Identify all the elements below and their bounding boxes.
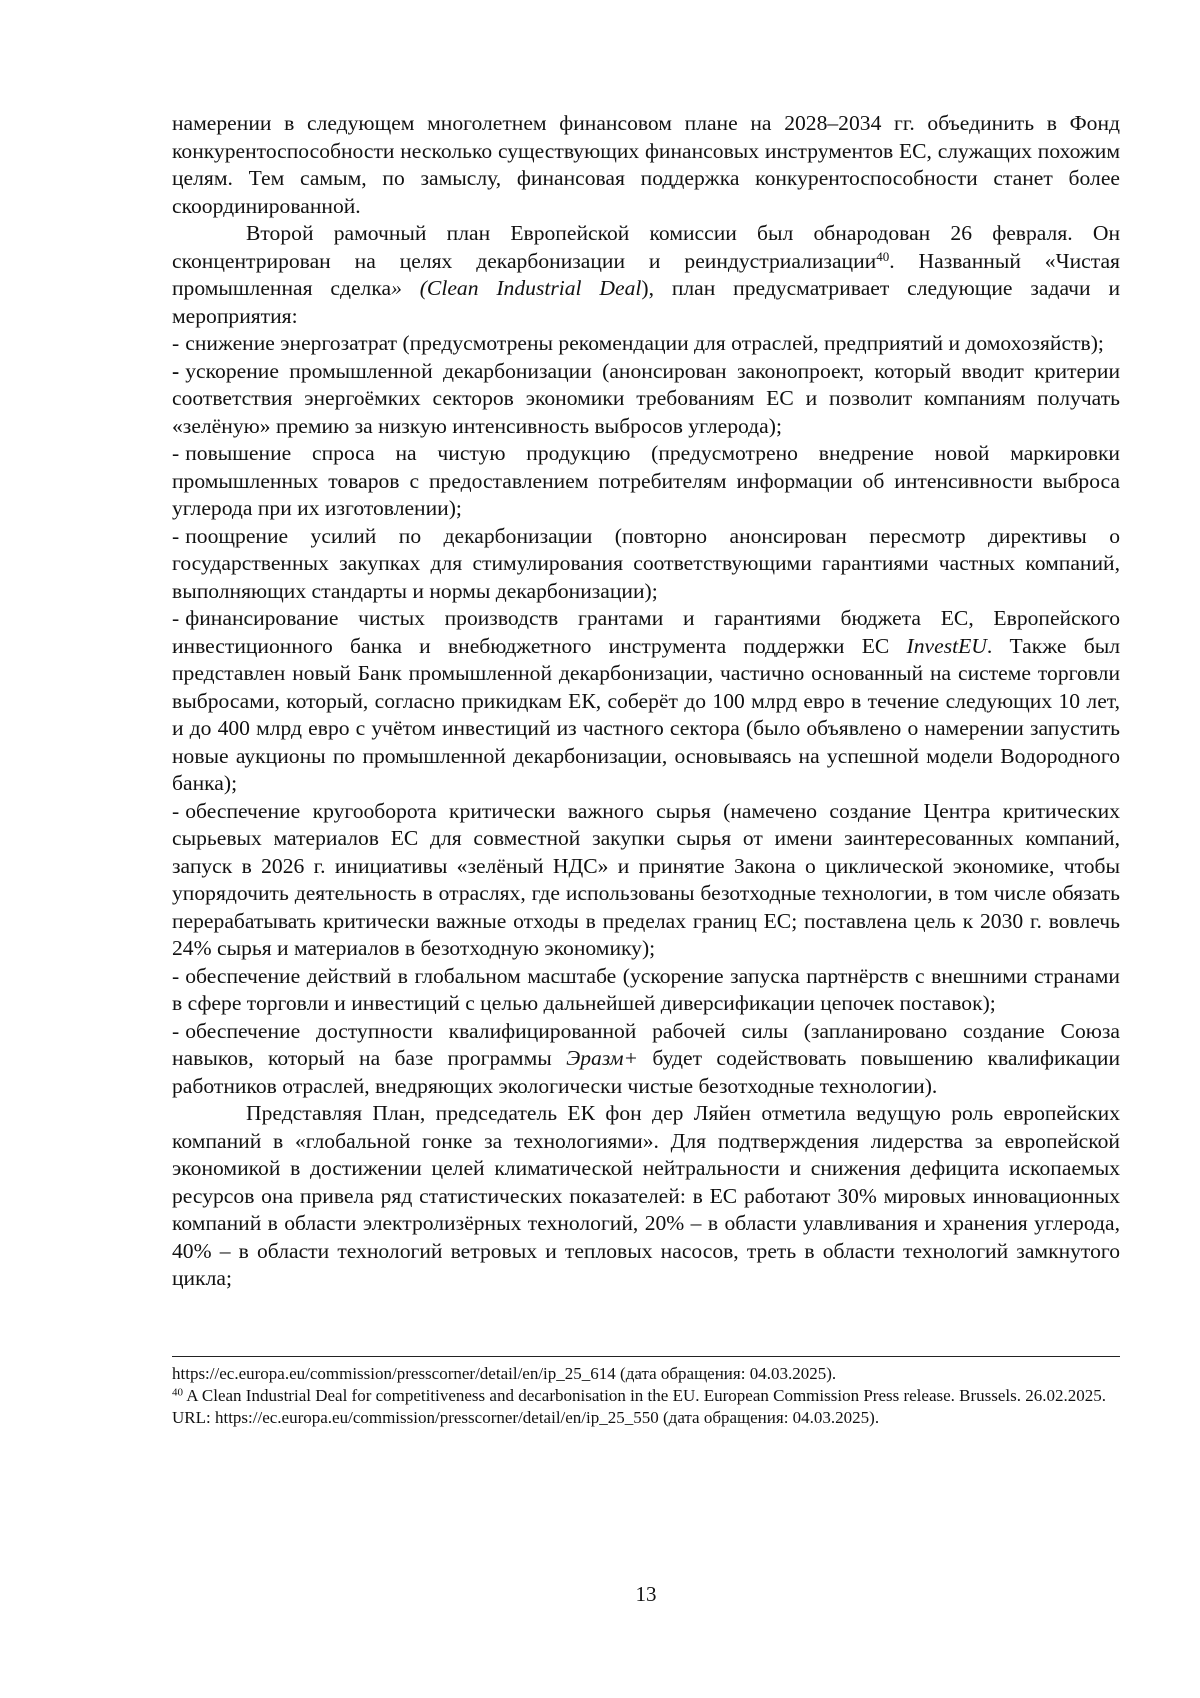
- list-item: [172, 1018, 1120, 1101]
- list-item-text: ускорение промышленной декарбонизации (анонсирован законопроект, который вводит критерии соответствия энергоёмких секторов экономики требованиям ЕС и позволит компаниям получать «зелёную» премию за низкую интенсивность выбросов углерода);: [172, 358, 1120, 438]
- second-plan-paragraph: [172, 220, 1120, 330]
- list-marker: -: [172, 331, 180, 355]
- list-item: [172, 798, 1120, 963]
- second-plan-italic-name: » (Clean Industrial Deal: [391, 276, 642, 300]
- list-item: [172, 963, 1120, 1018]
- list-item-text: повышение спроса на чистую продукцию (предусмотрено внедрение новой маркировки промышленных товаров с предоставлением потребителям информации об интенсивности выброса углерода при их изготовлении);: [172, 441, 1120, 520]
- second-plan-text-4: ), план предусматривает следующие задачи и мероприятия:: [172, 276, 1121, 328]
- list-item: [172, 358, 1120, 441]
- list-marker: -: [172, 358, 180, 383]
- footnote-divider: [172, 1356, 1120, 1357]
- footnote-40-number: 40: [172, 1386, 183, 1399]
- footnote-ref-40[interactable]: 40: [876, 248, 890, 264]
- list-item-text: снижение энергозатрат (предусмотрены рекомендации для отраслей, предприятий и домохозяйств);: [185, 331, 1104, 355]
- list-item-text: обеспечение доступности квалифицированной рабочей силы (запланировано создание Союза навыков, который на базе программы: [172, 1018, 1120, 1070]
- list-item: [172, 330, 1120, 358]
- document-page: [172, 110, 1120, 1293]
- list-item-text: обеспечение кругооборота критически важного сырья (намечено создание Центра критических сырьевых материалов ЕС для совместной закупки сырья от имени заинтересованных компаний, запуск в 2026 г. инициативы «зелёный НДС» и принятие Закона о циклической экономике, чтобы упорядочить деятельность в отраслях, где использованы безотходные технологии, в том числе обязать перерабатывать критически важные отходы в пределах границ ЕС; поставлена цель к 2030 г. вовлечь 24% сырья и материалов в безотходную экономику);: [172, 798, 1120, 960]
- tasks-list: [172, 330, 1120, 1100]
- footnote-40-text: A Clean Industrial Deal for competitiveness and decarbonisation in the EU. European Commission Press release. Brussels. 26.02.2025. URL: https://ec.europa.eu/commission/presscorner/detail/en/ip_25_550 (дата обращения: 04.03.2025).: [172, 1386, 1107, 1427]
- list-item-text: обеспечение действий в глобальном масштабе (ускорение запуска партнёрств с внешними странами в сфере торговли и инвестиций с целью дальнейшей диверсификации цепочек поставок);: [172, 963, 1120, 1015]
- list-item-italic: InvestEU: [906, 633, 987, 658]
- list-marker: -: [172, 441, 180, 465]
- list-item-italic: Эразм+: [566, 1046, 639, 1070]
- footnotes: [172, 1363, 1120, 1429]
- list-item-text: финансирование чистых производств грантами и гарантиями бюджета ЕС, Европейского инвестиционного банка и внебюджетного инструмента поддержки ЕС: [172, 606, 1120, 658]
- page-number: 13: [635, 1582, 657, 1606]
- list-marker: -: [172, 963, 180, 988]
- list-marker: -: [172, 606, 180, 630]
- list-marker: -: [172, 798, 180, 823]
- list-item-text: поощрение усилий по декарбонизации (повторно анонсирован пересмотр директивы о государственных закупках для стимулирования соответствующими гарантиями частных компаний, выполняющих стандарты и нормы декарбонизации);: [172, 523, 1120, 603]
- footnote-continuation: https://ec.europa.eu/commission/presscorner/detail/en/ip_25_614 (дата обращения: 04.03.2025).: [172, 1364, 837, 1383]
- second-plan-text-1: Второй рамочный план Европейской комиссии был обнародован 26 февраля. Он сконцентрирован на целях декарбонизации и реиндустриализации: [172, 221, 1120, 273]
- list-marker: -: [172, 1018, 180, 1043]
- closing-paragraph: Представляя План, председатель ЕК фон дер Ляйен отметила ведущую роль европейских компаний в «глобальной гонке за технологиями». Для подтверждения лидерства за европейской экономикой в достижении целей климатической нейтральности и снижения дефицита ископаемых ресурсов она привела ряд статистических показателей: в ЕС работают 30% мировых инновационных компаний в области электролизёрных технологий, 20% – в области улавливания и хранения углерода, 40% – в области технологий ветровых и тепловых насосов, треть в области технологий замкнутого цикла;: [172, 1101, 1120, 1290]
- list-item-text: . Также был представлен новый Банк промышленной декарбонизации, частично основанный на системе торговли выбросами, который, согласно прикидкам ЕК, соберёт до 100 млрд евро в течение следующих 10 лет, и до 400 млрд евро с учётом инвестиций из частного сектора (было объявлено о намерении запустить новые аукционы по промышленной декарбонизации, основываясь на успешной модели Водородного банка);: [172, 633, 1120, 795]
- list-item: [172, 605, 1120, 798]
- footnote-40: [172, 1385, 1120, 1429]
- list-marker: -: [172, 523, 180, 548]
- second-plan-text-2: . Названный «Чистая промышленная сделка: [172, 248, 1120, 300]
- list-item-text: будет содействовать повышению квалификации работников отраслей, внедряющих экологически чистые безотходные технологии).: [172, 1046, 1120, 1098]
- list-item: [172, 440, 1120, 523]
- intro-paragraph: намерении в следующем многолетнем финансовом плане на 2028–2034 гг. объединить в Фонд конкурентоспособности несколько существующих финансовых инструментов ЕС, служащих похожим целям. Тем самым, по замыслу, финансовая поддержка конкурентоспособности станет более скоординированной.: [172, 111, 1120, 218]
- list-item: [172, 523, 1120, 606]
